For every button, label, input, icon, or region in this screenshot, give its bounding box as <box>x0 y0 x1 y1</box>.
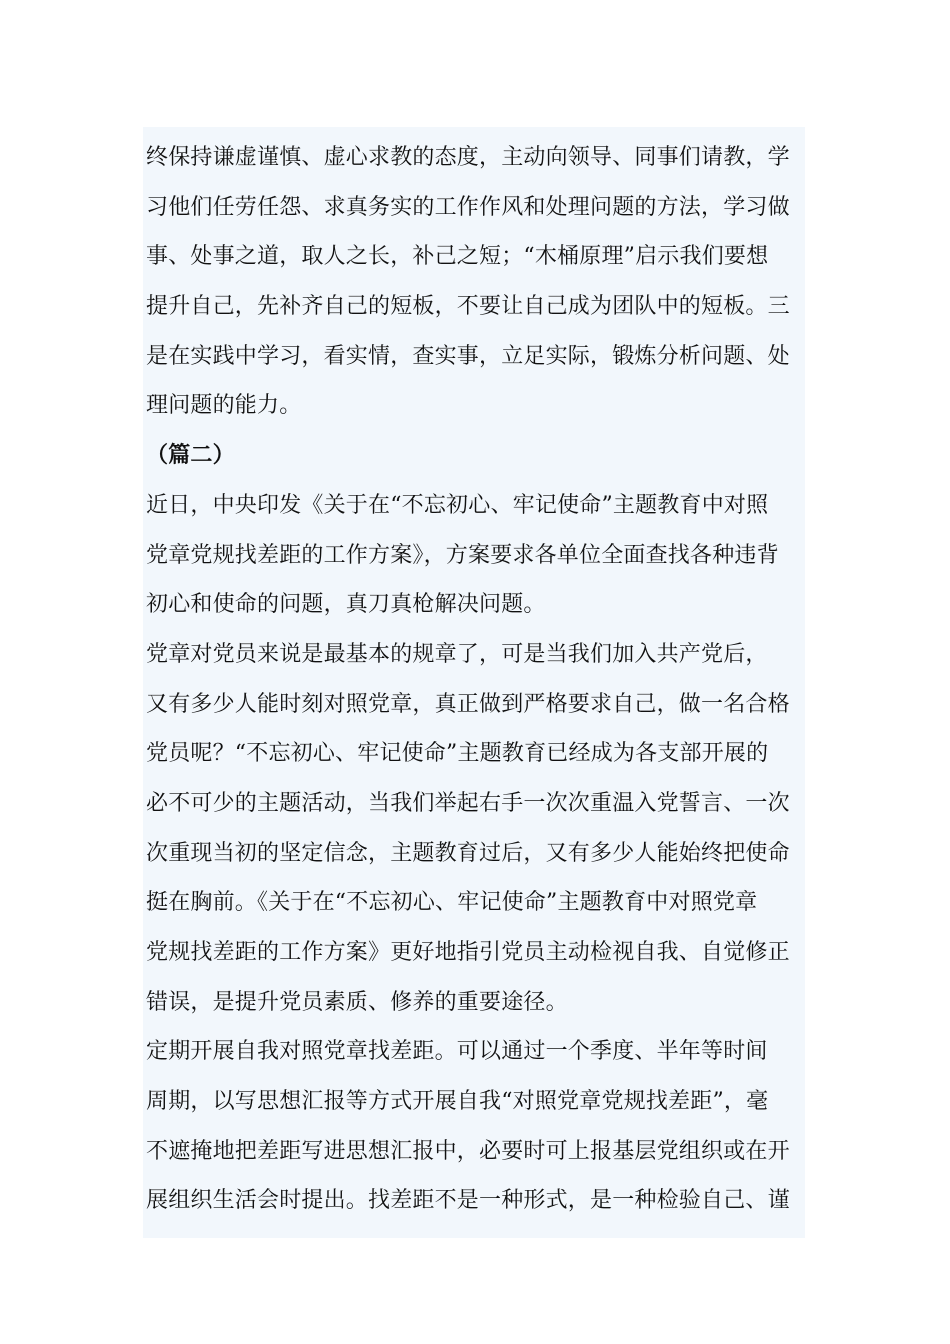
text-line: 事、处事之道，取人之长，补己之短；“木桶原理”启示我们要想 <box>146 244 769 270</box>
text-line: 终保持谦虚谨慎、虚心求教的态度，主动向领导、同事们请教，学 <box>146 145 790 170</box>
text-line: 必不可少的主题活动，当我们举起右手一次次重温入党誓言、一次 <box>146 790 790 816</box>
text-line: 理问题的能力。 <box>146 393 302 419</box>
text-line: 定期开展自我对照党章找差距。可以通过一个季度、半年等时间 <box>146 1039 768 1065</box>
text-line: 党员呢？“不忘初心、牢记使命”主题教育已经成为各支部开展的 <box>146 741 769 767</box>
text-line: 党章对党员来说是最基本的规章了，可是当我们加入共产党后， <box>146 641 768 667</box>
text-line: 初心和使命的问题，真刀真枪解决问题。 <box>146 592 546 618</box>
text-line: 又有多少人能时刻对照党章，真正做到严格要求自己，做一名合格 <box>146 691 790 717</box>
text-line: 是在实践中学习，看实情，查实事，立足实际，锻炼分析问题、处 <box>146 343 790 369</box>
text-line: 不遮掩地把差距写进思想汇报中，必要时可上报基层党组织或在开 <box>146 1138 790 1164</box>
text-line: 挺在胸前。《关于在“不忘初心、牢记使命”主题教育中对照党章 <box>146 890 758 916</box>
section-heading: （篇二） <box>146 442 235 469</box>
text-line: 习他们任劳任怨、求真务实的工作作风和处理问题的方法，学习做 <box>146 194 790 220</box>
text-line: 提升自己，先补齐自己的短板，不要让自己成为团队中的短板。三 <box>146 294 790 320</box>
text-line: 党章党规找差距的工作方案》，方案要求各单位全面查找各种违背 <box>146 542 779 568</box>
text-line: 错误，是提升党员素质、修养的重要途径。 <box>146 989 568 1015</box>
text-line: 次重现当初的坚定信念，主题教育过后，又有多少人能始终把使命 <box>146 840 790 866</box>
text-line: 近日，中央印发《关于在“不忘初心、牢记使命”主题教育中对照 <box>146 492 769 518</box>
text-line: 周期，以写思想汇报等方式开展自我“对照党章党规找差距”，毫 <box>146 1089 769 1115</box>
highlighted-text-block <box>143 127 805 1238</box>
text-line: 党规找差距的工作方案》更好地指引党员主动检视自我、自觉修正 <box>146 940 790 965</box>
text-line: 展组织生活会时提出。找差距不是一种形式，是一种检验自己、谨 <box>146 1188 790 1214</box>
